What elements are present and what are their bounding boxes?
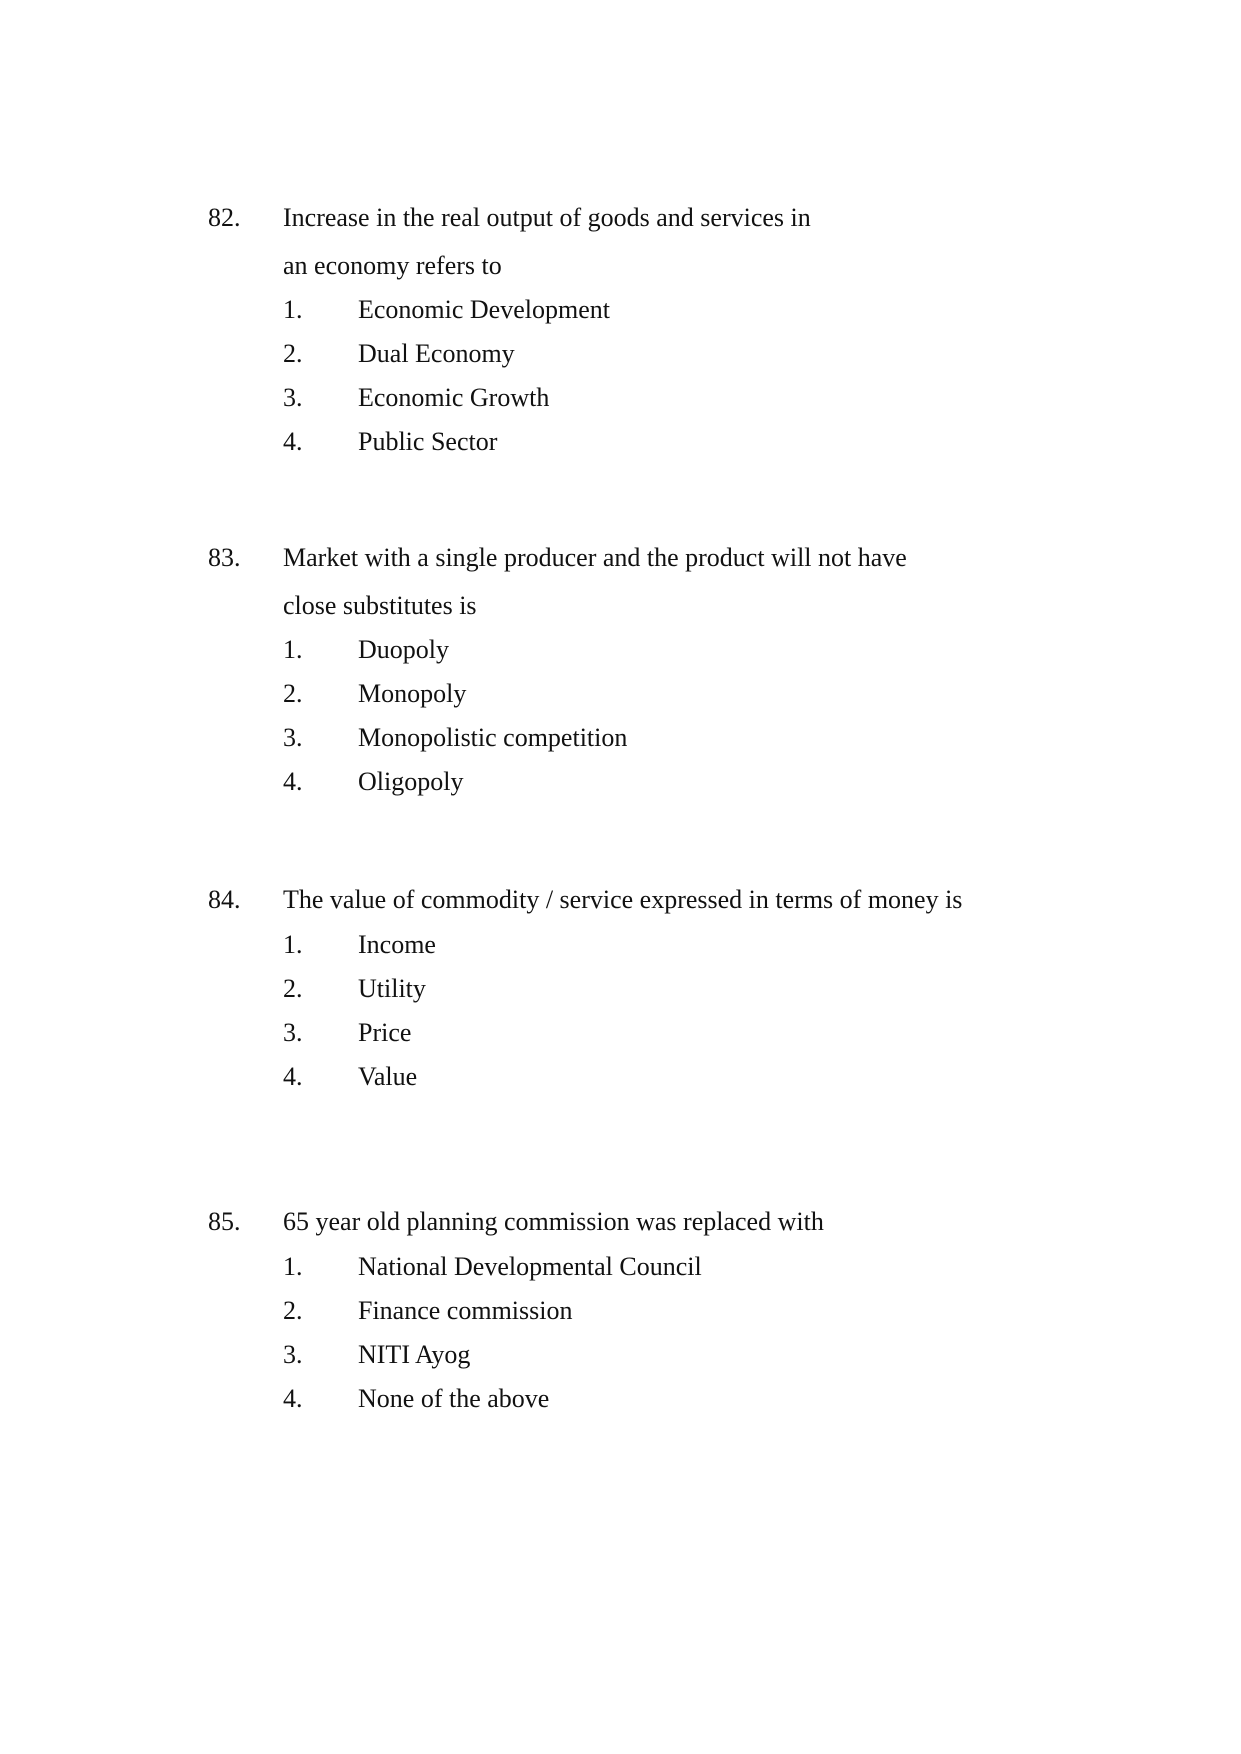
question-text: [283, 534, 1043, 630]
question-text-line: an economy refers to: [283, 251, 502, 280]
question-number: 85.: [208, 1207, 241, 1236]
question-text-line: Market with a single producer and the product will not have: [283, 543, 907, 572]
option-text: Economic Development: [358, 295, 610, 324]
question-text-line: close substitutes is: [283, 591, 477, 620]
question-number: 84.: [208, 885, 241, 914]
question-text-line: 65 year old planning commission was replaced with: [283, 1207, 824, 1236]
option-number: 2.: [283, 1296, 303, 1325]
answer-option-2[interactable]: [283, 1289, 1083, 1333]
option-text: NITI Ayog: [358, 1340, 471, 1369]
answer-option-2[interactable]: [283, 672, 1083, 716]
question-number: 83.: [208, 543, 241, 572]
answer-option-2[interactable]: [283, 332, 1083, 376]
answer-options: [283, 1245, 1083, 1421]
option-text: Value: [358, 1062, 418, 1091]
option-number: 3.: [283, 1018, 303, 1047]
answer-options: [283, 923, 1083, 1099]
option-number: 4.: [283, 1062, 303, 1091]
option-text: Duopoly: [358, 635, 449, 664]
question-text: [283, 876, 1043, 924]
answer-option-1[interactable]: [283, 1245, 1083, 1289]
option-text: Dual Economy: [358, 339, 515, 368]
answer-option-3[interactable]: [283, 1011, 1083, 1055]
option-number: 4.: [283, 427, 303, 456]
answer-option-3[interactable]: [283, 1333, 1083, 1377]
option-text: Public Sector: [358, 427, 498, 456]
option-number: 3.: [283, 1340, 303, 1369]
option-text: Monopoly: [358, 679, 467, 708]
question-text: [283, 194, 1043, 290]
option-number: 4.: [283, 1384, 303, 1413]
option-text: Finance commission: [358, 1296, 573, 1325]
option-number: 2.: [283, 974, 303, 1003]
answer-option-3[interactable]: [283, 376, 1083, 420]
question-text: [283, 1198, 1043, 1246]
option-number: 2.: [283, 679, 303, 708]
answer-option-1[interactable]: [283, 628, 1083, 672]
answer-options: [283, 628, 1083, 804]
option-number: 1.: [283, 295, 303, 324]
question-text-line: Increase in the real output of goods and services in: [283, 203, 811, 232]
answer-option-4[interactable]: [283, 420, 1083, 464]
option-number: 4.: [283, 767, 303, 796]
option-number: 3.: [283, 723, 303, 752]
option-text: Utility: [358, 974, 426, 1003]
question-number: 82.: [208, 203, 241, 232]
answer-option-2[interactable]: [283, 967, 1083, 1011]
option-text: None of the above: [358, 1384, 550, 1413]
answer-option-3[interactable]: [283, 716, 1083, 760]
option-number: 2.: [283, 339, 303, 368]
option-number: 1.: [283, 930, 303, 959]
option-text: Economic Growth: [358, 383, 550, 412]
answer-option-1[interactable]: [283, 288, 1083, 332]
option-number: 1.: [283, 1252, 303, 1281]
option-text: National Developmental Council: [358, 1252, 702, 1281]
answer-option-4[interactable]: [283, 1377, 1083, 1421]
option-number: 1.: [283, 635, 303, 664]
answer-option-4[interactable]: [283, 760, 1083, 804]
answer-option-4[interactable]: [283, 1055, 1083, 1099]
answer-option-1[interactable]: [283, 923, 1083, 967]
option-number: 3.: [283, 383, 303, 412]
question-text-line: The value of commodity / service expressed in terms of money is: [283, 885, 963, 914]
option-text: Income: [358, 930, 436, 959]
option-text: Price: [358, 1018, 412, 1047]
answer-options: [283, 288, 1083, 464]
option-text: Monopolistic competition: [358, 723, 628, 752]
option-text: Oligopoly: [358, 767, 464, 796]
